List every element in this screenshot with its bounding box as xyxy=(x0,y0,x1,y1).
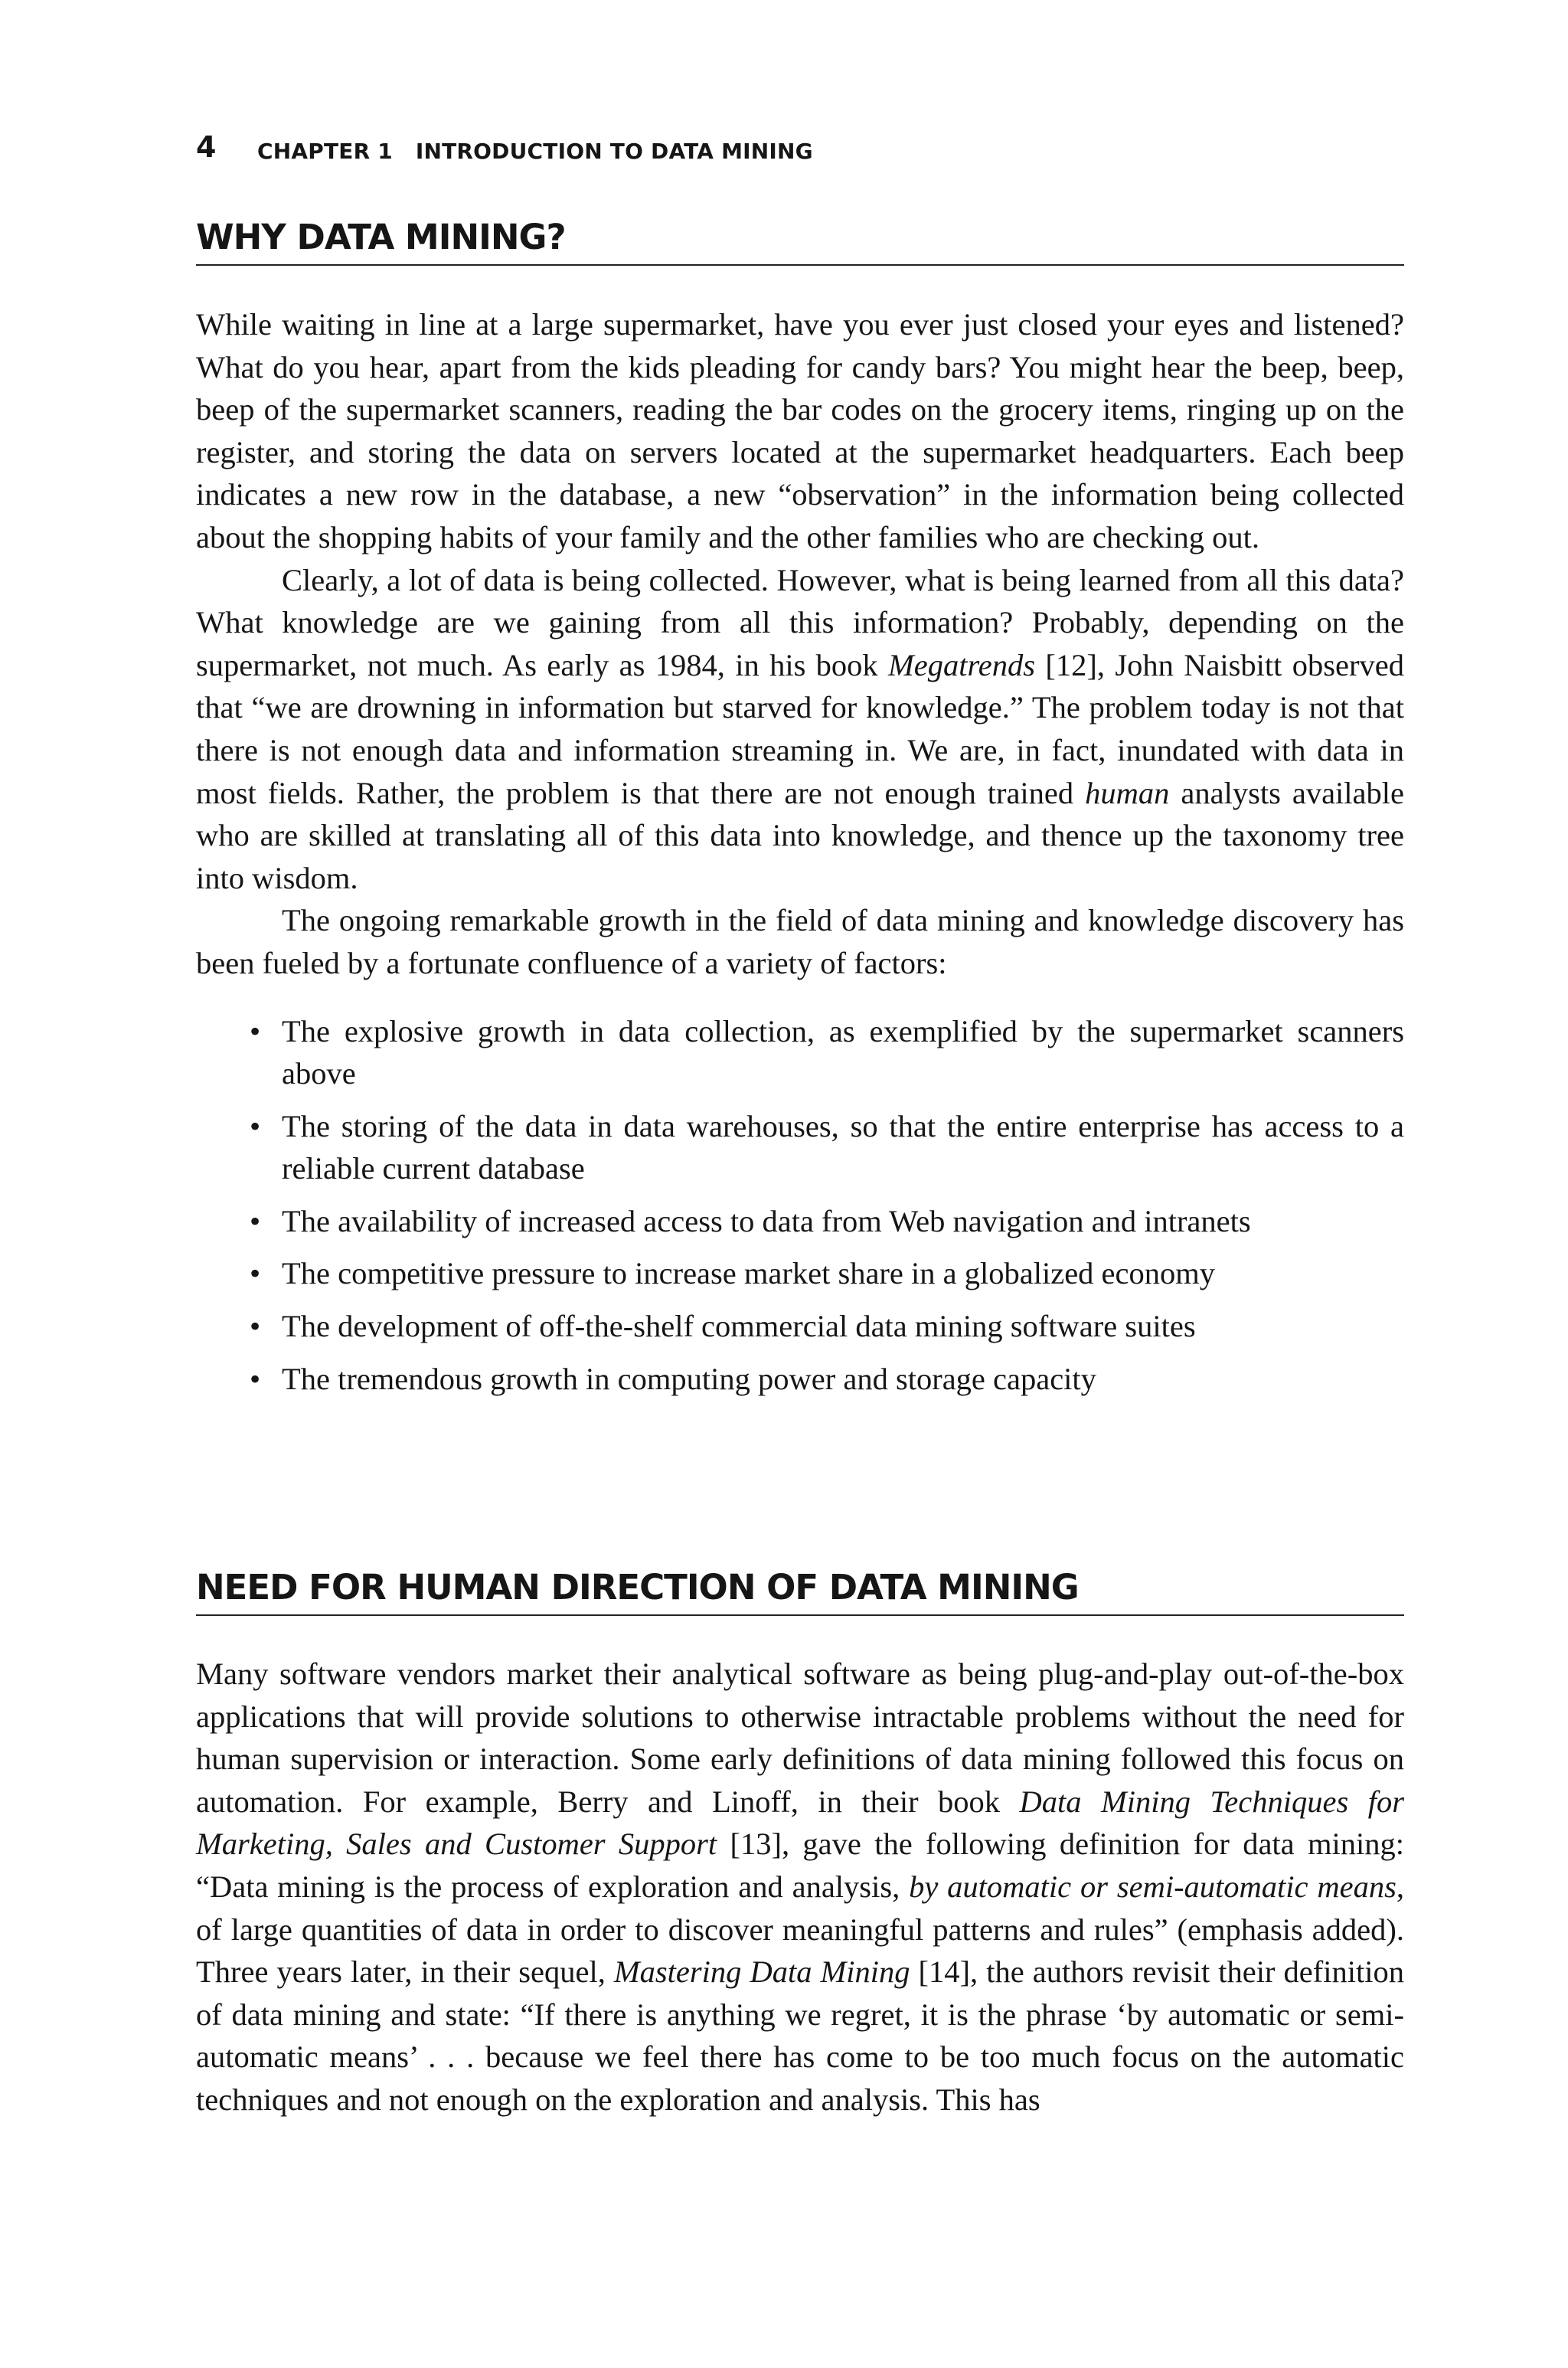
factor-list xyxy=(196,1010,1404,1401)
list-item: • The availability of increased access to data from Web navigation and intranets xyxy=(282,1200,1404,1243)
paragraph: Clearly, a lot of data is being collected. However, what is being learned from all this data? What knowledge are we gaining from all this information? Probably, depending on the supermarket, not much. As early as 1984, in his book Megatrends [12], John Naisbitt observed that “we are drowning in information but starved for knowledge.” The problem today is not that there is not enough data and information streaming in. We are, in fact, inundated with data in most fields. Rather, the problem is that there are not enough trained human analysts available who are skilled at translating all of this data into knowledge, and thence up the taxonomy tree into wisdom. xyxy=(196,562,1404,895)
italic-emphasis: by automatic or semi-automatic means xyxy=(909,1869,1396,1904)
chapter-title: CHAPTER 1 INTRODUCTION TO DATA MINING xyxy=(257,139,813,164)
list-item: • The tremendous growth in computing power and storage capacity xyxy=(282,1358,1404,1401)
italic-book-title: Data Mining Techniques for Marketing, Sales and Customer Support xyxy=(196,1784,1404,1862)
paragraph: While waiting in line at a large supermarket, have you ever just closed your eyes and listened? What do you hear, apart from the kids pleading for candy bars? You might hear the beep, beep, beep of the supermarket scanners, reading the bar codes on the grocery items, ringing up on the register, and storing the data on servers located at the supermarket headquarters. Each beep indicates a new row in the database, a new “observation” in the information being collected about the shopping habits of your family and the other families who are checking out. xyxy=(196,307,1404,554)
section-heading-human-direction: NEED FOR HUMAN DIRECTION OF DATA MINING xyxy=(196,1568,1404,1616)
section-heading-why-data-mining: WHY DATA MINING? xyxy=(196,218,1404,266)
running-head xyxy=(196,129,1404,175)
paragraph: The ongoing remarkable growth in the field of data mining and knowledge discovery has been fueled by a fortunate confluence of a variety of factors: xyxy=(196,903,1404,980)
list-item: • The development of off-the-shelf commercial data mining software suites xyxy=(282,1305,1404,1348)
page-number: 4 xyxy=(196,130,217,164)
italic-book-title: Mastering Data Mining xyxy=(613,1954,910,1990)
list-item: • The storing of the data in data warehouses, so that the entire enterprise has access to a reliable current database xyxy=(282,1105,1404,1190)
list-item: • The competitive pressure to increase market share in a globalized economy xyxy=(282,1252,1404,1295)
list-item: • The explosive growth in data collection, as exemplified by the supermarket scanners above xyxy=(282,1010,1404,1095)
italic-emphasis: human xyxy=(1085,775,1170,810)
italic-book-title: Megatrends xyxy=(888,647,1036,682)
paragraph: Many software vendors market their analytical software as being plug-and-play out-of-the-box applications that will provide solutions to otherwise intractable problems without the need for human supervision or interaction. Some early definitions of data mining followed this focus on automation. For example, Berry and Linoff, in their book Data Mining Techniques for Marketing, Sales and Customer Support [13], gave the following definition for data mining: “Data mining is the process of exploration and analysis, by automatic or semi-automatic means, of large quantities of data in order to discover meaningful patterns and rules” (emphasis added). Three years later, in their sequel, Mastering Data Mining [14], the authors revisit their definition of data mining and state: “If there is anything we regret, it is the phrase ‘by automatic or semi-automatic means’ . . . because we feel there has come to be too much focus on the automatic techniques and not enough on the exploration and analysis. This has xyxy=(196,1657,1404,2117)
section-body-why-data-mining xyxy=(196,303,1404,1410)
section-body-human-direction xyxy=(196,1653,1404,2121)
